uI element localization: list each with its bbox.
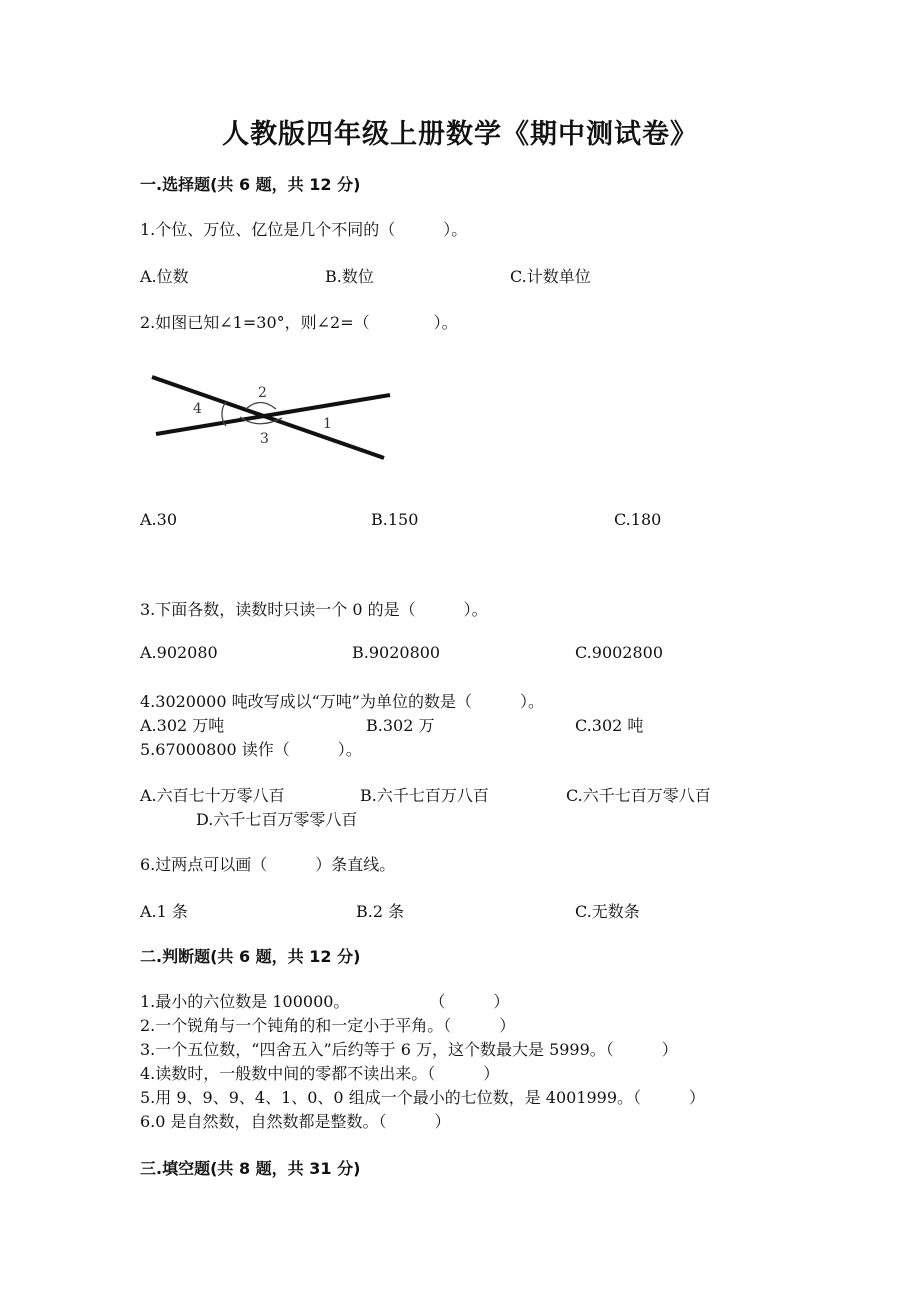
section-heading-judge: 二.判断题(共 6 题，共 12 分)	[140, 947, 361, 966]
angle-label-1: 1	[323, 416, 332, 432]
option-b: B.9020800	[352, 643, 441, 662]
option-c: C.302 吨	[575, 716, 644, 735]
page-title: 人教版四年级上册数学《期中测试卷》	[222, 119, 698, 150]
option-b: B.2 条	[356, 902, 405, 921]
judge-item: 4.读数时，一般数中间的零都不读出来。（ ）	[140, 1064, 500, 1083]
judge-item: 5.用 9、9、9、4、1、0、0 组成一个最小的七位数，是 4001999。（ ）	[140, 1088, 706, 1107]
question-stem: 3.下面各数，读数时只读一个 0 的是（ ）。	[140, 600, 488, 619]
option-d: D.六千七百万零零八百	[196, 810, 358, 829]
option-b: B.302 万	[366, 716, 435, 735]
question-stem: 6.过两点可以画（ ）条直线。	[140, 855, 396, 874]
option-a: A.位数	[140, 267, 189, 286]
option-c: C.六千七百万零八百	[566, 786, 711, 805]
option-c: C.9002800	[575, 643, 664, 662]
option-a: A.902080	[140, 643, 218, 662]
section-heading-fill: 三.填空题(共 8 题，共 31 分)	[140, 1159, 361, 1178]
judge-item: 1.最小的六位数是 100000。 （ ）	[140, 992, 510, 1011]
option-c: C.180	[614, 510, 662, 529]
angle-figure	[148, 372, 398, 460]
option-a: A.30	[140, 510, 177, 529]
option-c: C.计数单位	[510, 267, 591, 286]
option-b: B.150	[371, 510, 419, 529]
option-a: A.六百七十万零八百	[140, 786, 285, 805]
judge-item: 3.一个五位数，“四舍五入”后约等于 6 万，这个数最大是 5999。（ ）	[140, 1040, 678, 1059]
option-b: B.六千七百万八百	[360, 786, 489, 805]
question-stem: 1.个位、万位、亿位是几个不同的（ ）。	[140, 220, 468, 239]
judge-item: 2.一个锐角与一个钝角的和一定小于平角。（ ）	[140, 1016, 516, 1035]
judge-item: 6.0 是自然数，自然数都是整数。（ ）	[140, 1112, 451, 1131]
option-b: B.数位	[325, 267, 374, 286]
question-stem: 4.3020000 吨改写成以“万吨”为单位的数是（ ）。	[140, 692, 544, 711]
question-stem: 5.67000800 读作（ ）。	[140, 740, 362, 759]
angle-arc-2	[246, 403, 276, 410]
option-a: A.1 条	[140, 902, 188, 921]
angle-label-4: 4	[193, 401, 202, 417]
section-heading-choice: 一.选择题(共 6 题，共 12 分)	[140, 175, 361, 194]
angle-label-2: 2	[258, 385, 267, 401]
question-stem: 2.如图已知∠1=30°，则∠2=（ ）。	[140, 313, 458, 332]
line-b	[156, 395, 390, 434]
angle-label-3: 3	[260, 431, 269, 447]
option-c: C.无数条	[575, 902, 640, 921]
option-a: A.302 万吨	[140, 716, 225, 735]
